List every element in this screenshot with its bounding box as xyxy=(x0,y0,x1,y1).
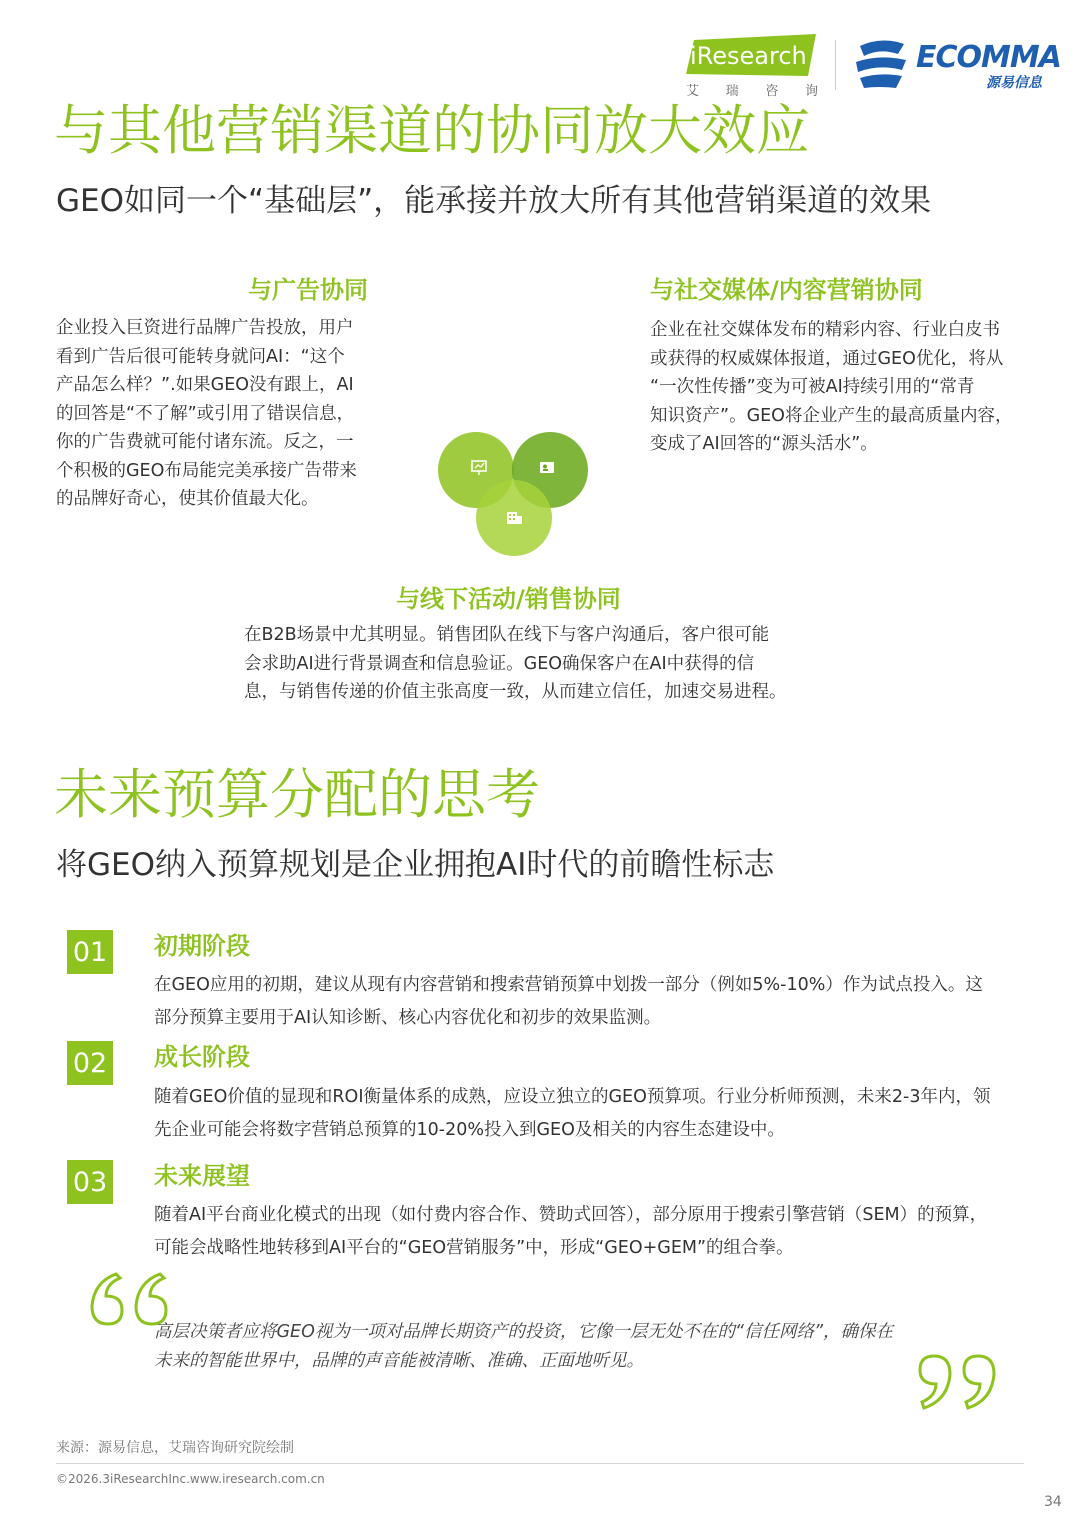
quote-text xyxy=(154,1318,954,1376)
iresearch-cn-char: 询 xyxy=(804,84,818,99)
ecomma-logo-cn: 源易信息 xyxy=(986,75,1042,91)
quote-close-icon xyxy=(914,1350,1004,1412)
phase-heading: 成长阶段 xyxy=(154,1043,250,1071)
phase-text xyxy=(154,969,1034,1035)
page-subtitle: GEO如同一个“基础层”，能承接并放大所有其他营销渠道的效果 xyxy=(56,183,932,219)
page-title: 与其他营销渠道的协同放大效应 xyxy=(54,99,810,162)
phase-text xyxy=(154,1199,1034,1265)
phase-text xyxy=(154,1081,1034,1147)
phase-number-badge: 02 xyxy=(67,1041,113,1085)
text-line: 的品牌好奇心，使其价值最大化。 xyxy=(56,489,319,509)
text-line: 可能会战略性地转移到AI平台的“GEO营销服务”中，形成“GEO+GEM”的组合拳。 xyxy=(154,1238,794,1258)
text-line: 或获得的权威媒体报道，通过GEO优化，将从 xyxy=(650,348,1004,369)
text-line: “一次性传播”变为可被AI持续引用的“常青 xyxy=(650,377,975,397)
text-line: 部分预算主要用于AI认知诊断、核心内容优化和初步的效果监测。 xyxy=(154,1008,662,1028)
page-number: 34 xyxy=(1044,1494,1062,1510)
iresearch-cn-char: 咨 xyxy=(765,84,779,99)
phase-number-badge: 01 xyxy=(67,930,113,974)
phase-heading: 未来展望 xyxy=(154,1162,250,1190)
text-line: 随着GEO价值的显现和ROI衡量体系的成熟，应设立独立的GEO预算项。行业分析师预测，未来2-3年内，领 xyxy=(154,1087,991,1107)
id-card-icon xyxy=(540,462,554,473)
social-synergy-text xyxy=(650,316,1030,459)
text-line: 看到广告后很可能转身就问AI：“这个 xyxy=(56,346,345,367)
offline-synergy-heading: 与线下活动/销售协同 xyxy=(396,585,621,613)
ad-synergy-text xyxy=(56,314,381,514)
footer-divider xyxy=(56,1463,1024,1464)
text-line: 变成了AI回答的“源头活水”。 xyxy=(650,434,878,454)
iresearch-cn-char: 瑞 xyxy=(725,84,739,99)
text-line: 你的广告费就可能付诸东流。反之，一 xyxy=(56,432,354,452)
social-synergy-heading: 与社交媒体/内容营销协同 xyxy=(650,276,923,304)
text-line: 个积极的GEO布局能完美承接广告带来 xyxy=(56,460,357,481)
synergy-venn-diagram xyxy=(436,430,592,558)
text-line: 知识资产”。GEO将企业产生的最高质量内容， xyxy=(650,405,1013,426)
section-subtitle: 将GEO纳入预算规划是企业拥抱AI时代的前瞻性标志 xyxy=(56,847,775,883)
iresearch-logo-text: iResearch xyxy=(690,42,807,70)
iresearch-logo xyxy=(686,34,818,76)
text-line: 高层决策者应将GEO视为一项对品牌长期资产的投资，它像一层无处不在的“信任网络”，确保在 xyxy=(154,1322,894,1342)
text-line: 企业投入巨资进行品牌广告投放，用户 xyxy=(56,318,354,338)
text-line: 息，与销售传递的价值主张高度一致，从而建立信任，加速交易进程。 xyxy=(244,682,787,702)
text-line: 企业在社交媒体发布的精彩内容、行业白皮书 xyxy=(650,320,1000,340)
logo-divider xyxy=(835,40,836,90)
ad-synergy-heading: 与广告协同 xyxy=(248,276,368,304)
text-line: 的回答是“不了解”或引用了错误信息， xyxy=(56,403,355,424)
text-line: 先企业可能会将数字营销总预算的10-20%投入到GEO及相关的内容生态建设中。 xyxy=(154,1120,785,1140)
copyright: ©2026.3iResearchInc.www.iresearch.com.cn xyxy=(56,1472,325,1486)
ecomma-logo-text: ECOMMA xyxy=(916,40,1061,75)
offline-synergy-text xyxy=(244,621,804,707)
ecomma-mark-icon xyxy=(852,36,910,92)
text-line: 在B2B场景中尤其明显。销售团队在线下与客户沟通后，客户很可能 xyxy=(244,625,770,645)
section-title: 未来预算分配的思考 xyxy=(54,763,540,826)
text-line: 随着AI平台商业化模式的出现（如付费内容合作、赞助式回答），部分原用于搜索引擎营销（SEM）的预算， xyxy=(154,1205,988,1225)
phase-number-badge: 03 xyxy=(67,1160,113,1204)
text-line: 未来的智能世界中，品牌的声音能被清晰、准确、正面地听见。 xyxy=(154,1351,644,1371)
text-line: 产品怎么样？”.如果GEO没有跟上，AI xyxy=(56,375,354,395)
source-note: 来源：源易信息，艾瑞咨询研究院绘制 xyxy=(56,1440,294,1456)
phase-heading: 初期阶段 xyxy=(154,932,250,960)
text-line: 在GEO应用的初期，建议从现有内容营销和搜索营销预算中划拨一部分（例如5%-10%）作为试点投入。这 xyxy=(154,975,983,995)
text-line: 会求助AI进行背景调查和信息验证。GEO确保客户在AI中获得的信 xyxy=(244,653,755,674)
iresearch-cn-char: 艾 xyxy=(686,84,700,99)
